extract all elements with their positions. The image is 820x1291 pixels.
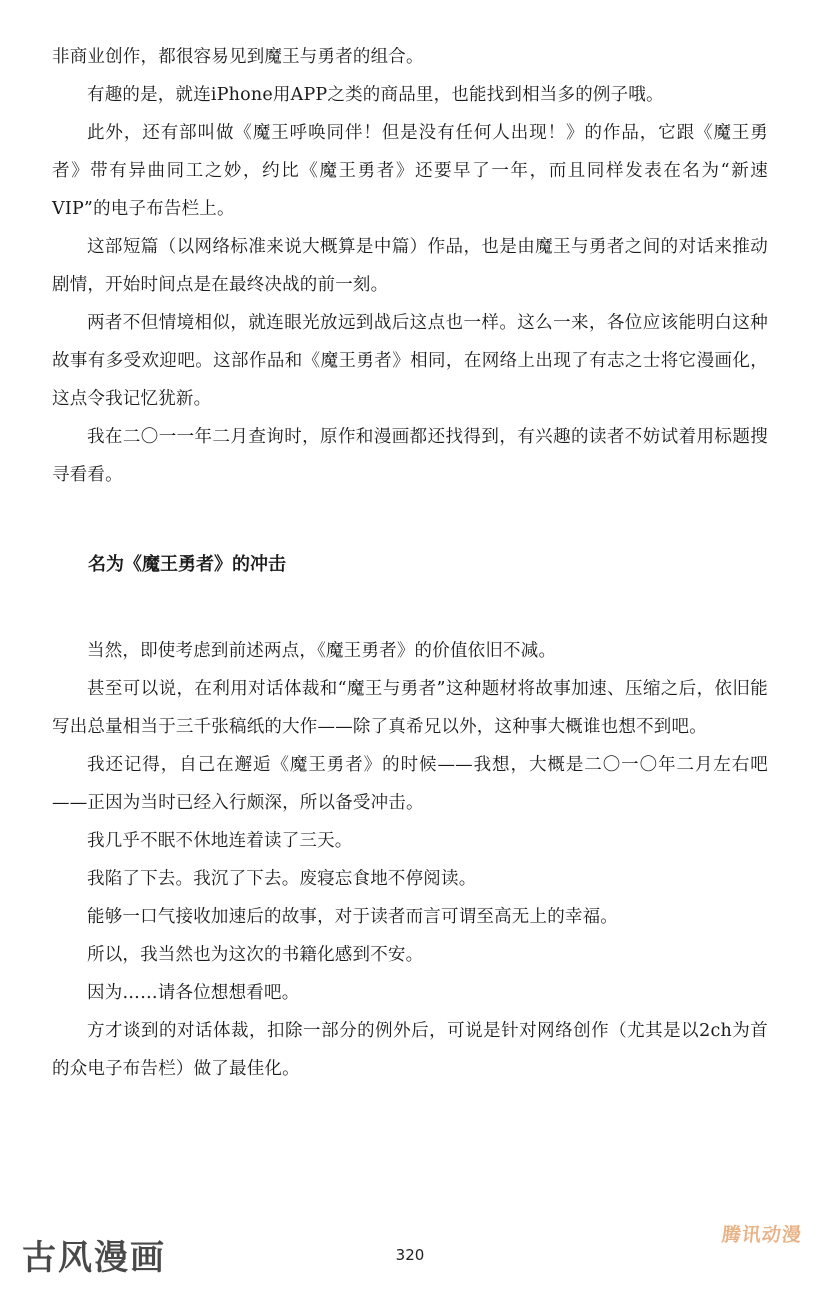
paragraph: 两者不但情境相似，就连眼光放远到战后这点也一样。这么一来，各位应该能明白这种故事有多受欢迎吧。这部作品和《魔王勇者》相同，在网络上出现了有志之士将它漫画化，这点令我记忆犹新。 — [52, 313, 768, 409]
section-heading: 名为《魔王勇者》的冲击 — [88, 554, 286, 575]
watermark-bottom-right: 腾讯动漫 — [720, 1224, 803, 1246]
page-footer — [0, 1201, 820, 1291]
paragraph: 因为……请各位想想看吧。 — [87, 983, 300, 1003]
body-text-block-top — [52, 38, 768, 494]
paragraph: 我几乎不眠不休地连着读了三天。 — [87, 831, 353, 851]
body-text-block-bottom — [52, 632, 768, 1088]
paragraph: 我陷了下去。我沉了下去。废寝忘食地不停阅读。 — [87, 869, 477, 889]
paragraph: 我还记得，自己在邂逅《魔王勇者》的时候——我想，大概是二〇一〇年二月左右吧——正因为当时已经入行颇深，所以备受冲击。 — [52, 755, 768, 813]
paragraph: 有趣的是，就连iPhone用APP之类的商品里，也能找到相当多的例子哦。 — [87, 85, 664, 105]
paragraph: 这部短篇（以网络标准来说大概算是中篇）作品，也是由魔王与勇者之间的对话来推动剧情，开始时间点是在最终决战的前一刻。 — [52, 237, 768, 295]
spacer — [52, 584, 768, 632]
page-number: 320 — [395, 1246, 425, 1264]
paragraph: 非商业创作，都很容易见到魔王与勇者的组合。 — [52, 47, 424, 67]
paragraph: 甚至可以说，在利用对话体裁和“魔王与勇者”这种题材将故事加速、压缩之后，依旧能写出总量相当于三千张稿纸的大作——除了真希兄以外，这种事大概谁也想不到吧。 — [52, 679, 768, 737]
watermark-bottom-left: 古风漫画 — [22, 1238, 166, 1278]
paragraph: 当然，即使考虑到前述两点，《魔王勇者》的价值依旧不减。 — [87, 641, 557, 661]
paragraph: 我在二〇一一年二月查询时，原作和漫画都还找得到，有兴趣的读者不妨试着用标题搜寻看看。 — [52, 427, 768, 485]
paragraph: 方才谈到的对话体裁，扣除一部分的例外后，可说是针对网络创作（尤其是以2ch为首的众电子布告栏）做了最佳化。 — [52, 1021, 768, 1079]
paragraph: 能够一口气接收加速后的故事，对于读者而言可谓至高无上的幸福。 — [87, 907, 618, 927]
paragraph: 此外，还有部叫做《魔王呼唤同伴！但是没有任何人出现！》的作品，它跟《魔王勇者》带有异曲同工之妙，约比《魔王勇者》还要早了一年，而且同样发表在名为“新速VIP”的电子布告栏上。 — [52, 123, 768, 219]
paragraph: 所以，我当然也为这次的书籍化感到不安。 — [87, 945, 424, 965]
spacer — [52, 494, 768, 546]
